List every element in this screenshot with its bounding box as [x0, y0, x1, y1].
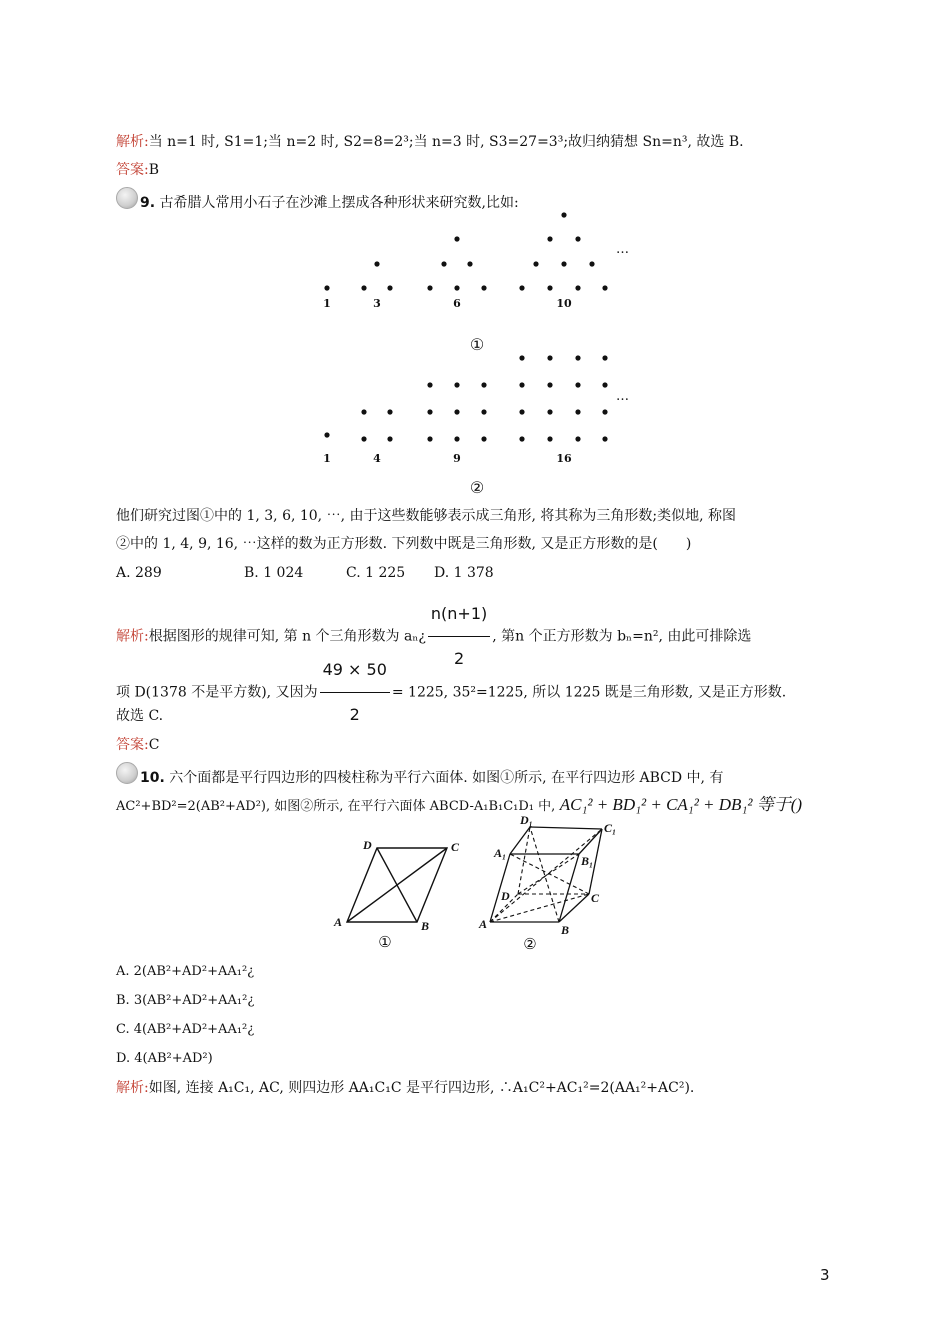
q9-analysis-2b: = 1225, 35²=1225, 所以 1225 既是三角形数, 又是正方形数.	[391, 684, 787, 701]
q9-option-c[interactable]: C. 1 225	[346, 565, 406, 581]
prev-analysis-line	[116, 132, 744, 152]
fraction-numerator: n(n+1)	[428, 592, 490, 637]
vertex-c-label: C	[591, 891, 600, 905]
vertex-a1-label: A₁	[494, 846, 507, 860]
q9-option-d[interactable]: D. 1 378	[434, 565, 494, 581]
question-marker-icon	[116, 187, 138, 209]
q9-analysis-1a: 根据图形的规律可知, 第 n 个三角形数为 aₙ¿	[148, 628, 426, 645]
question-marker-icon	[116, 762, 138, 784]
q10-text2a: AC²+BD²=2(AB²+AD²), 如图②所示, 在平行六面体 ABCD-A₁B₁C₁D₁ 中,	[116, 799, 556, 814]
tri-label-10: 10	[556, 297, 572, 310]
q10-option-c[interactable]: C. 4(AB²+AD²+AA₁²¿	[116, 1022, 255, 1037]
q10-option-b[interactable]: B. 3(AB²+AD²+AA₁²¿	[116, 993, 255, 1008]
parallelogram-figure	[325, 830, 475, 955]
prev-answer-line	[116, 160, 159, 180]
sq-label-9: 9	[453, 452, 461, 465]
answer-value: B	[148, 162, 160, 178]
answer-label: 答案:	[116, 162, 149, 178]
q9-number: 9.	[140, 195, 156, 211]
vertex-b-label: B	[421, 919, 430, 933]
q9-answer-line	[116, 735, 159, 755]
tri-label-3: 3	[373, 297, 381, 310]
parallelepiped-figure	[478, 810, 638, 955]
fig1-caption: ①	[378, 933, 392, 951]
vertex-d-label: D	[501, 889, 510, 903]
triangular-numbers-figure	[300, 205, 640, 355]
q10-text2b: AC₁² + BD₁² + CA₁² + DB₁² 等于()	[559, 795, 803, 814]
fraction-denominator: 2	[349, 705, 360, 724]
analysis-label: 解析:	[116, 1080, 149, 1096]
q9-body-line1: 他们研究过图①中的 1, 3, 6, 10, ⋯, 由于这些数能够表示成三角形, 将其称为三角形数;类似地, 称图	[116, 508, 737, 524]
answer-value: C	[148, 737, 160, 753]
tri-label-1: 1	[323, 297, 331, 310]
sq-label-1: 1	[323, 452, 331, 465]
q10-analysis-text: 如图, 连接 A₁C₁, AC, 则四边形 AA₁C₁C 是平行四边形, ∴A₁C²+AC₁²=2(AA₁²+AC²).	[148, 1080, 695, 1096]
fraction-49x50-over-2	[320, 648, 390, 737]
analysis-text: 当 n=1 时, S1=1;当 n=2 时, S2=8=2³;当 n=3 时, S3=27=3³;故归纳猜想 Sn=n³, 故选 B.	[148, 134, 744, 150]
q10-option-d[interactable]: D. 4(AB²+AD²)	[116, 1051, 213, 1066]
analysis-label: 解析:	[116, 134, 149, 150]
q10-stem-line1	[140, 768, 723, 788]
vertex-d-label: D	[363, 838, 372, 852]
q9-body-line2: ②中的 1, 4, 9, 16, ⋯这样的数为正方形数. 下列数中既是三角形数, 又是正方形数的是( )	[116, 536, 692, 552]
q9-analysis-1b: , 第n 个正方形数为 bₙ=n², 由此可排除选	[492, 628, 752, 645]
q9-analysis-line3: 故选 C.	[116, 708, 164, 724]
fig2-caption: ②	[469, 478, 485, 497]
q10-text1: 六个面都是平行四边形的四棱柱称为平行六面体. 如图①所示, 在平行四边形 ABCD 中, 有	[169, 770, 724, 786]
vertex-d1-label: D₁	[520, 813, 533, 827]
q9-text: 古希腊人常用小石子在沙滩上摆成各种形状来研究数,比如:	[159, 195, 519, 211]
vertex-c1-label: C₁	[604, 821, 617, 835]
fig1-caption: ①	[469, 335, 485, 354]
sq-label-4: 4	[373, 452, 381, 465]
sq-label-16: 16	[556, 452, 572, 465]
vertex-a-label: A	[479, 917, 488, 931]
answer-label: 答案:	[116, 737, 149, 753]
vertex-b1-label: B₁	[581, 854, 594, 868]
analysis-label: 解析:	[116, 628, 149, 645]
fig2-caption: ②	[523, 935, 537, 953]
square-numbers-figure	[300, 345, 640, 500]
tri-label-6: 6	[453, 297, 461, 310]
page-number: 3	[820, 1266, 830, 1284]
q9-option-b[interactable]: B. 1 024	[244, 565, 304, 581]
q9-option-a[interactable]: A. 289	[116, 565, 162, 581]
fraction-denominator: 2	[453, 649, 465, 668]
sq-ellipsis: …	[616, 389, 629, 404]
q10-number: 10.	[140, 770, 165, 786]
q9-analysis-2a: 项 D(1378 不是平方数), 又因为	[116, 684, 318, 701]
q9-analysis-line2	[116, 648, 786, 737]
fraction-numerator: 49 × 50	[320, 648, 390, 693]
tri-ellipsis: …	[616, 242, 629, 257]
vertex-a-label: A	[334, 915, 343, 929]
q10-option-a[interactable]: A. 2(AB²+AD²+AA₁²¿	[116, 964, 255, 979]
vertex-c-label: C	[451, 840, 460, 854]
q10-stem-line2	[116, 793, 802, 819]
q10-analysis-line	[116, 1078, 694, 1098]
vertex-b-label: B	[561, 923, 570, 937]
